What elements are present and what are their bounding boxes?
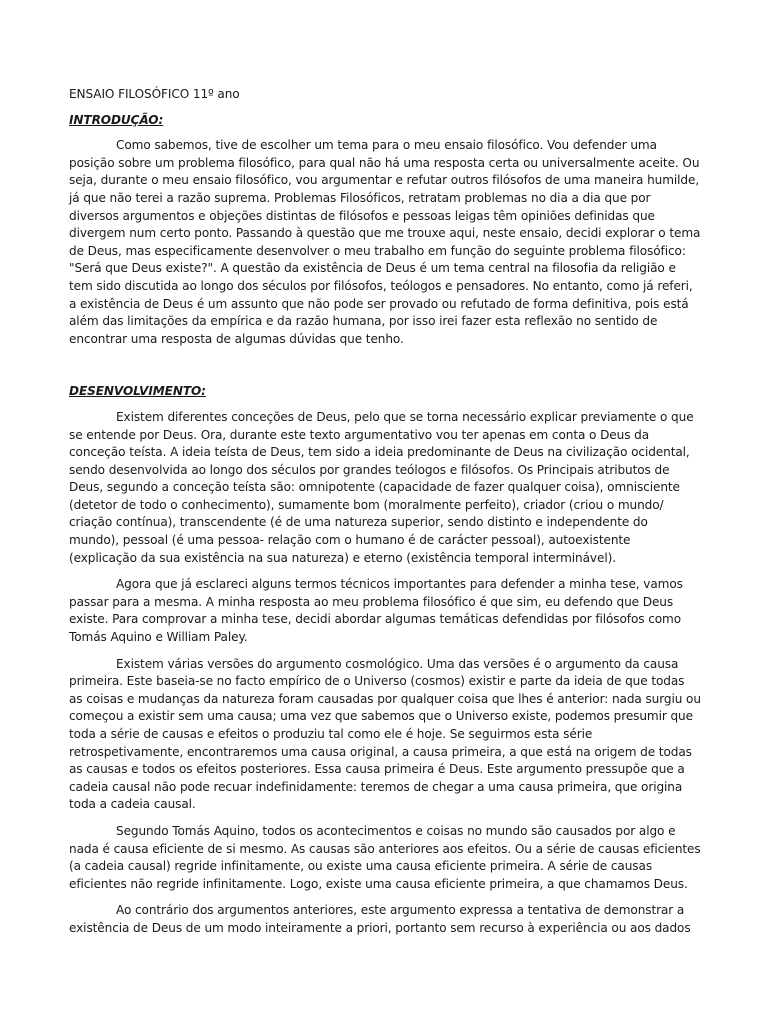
section-heading-introducao: INTRODUÇÃO: [69, 112, 164, 127]
paragraph: Segundo Tomás Aquino, todos os acontecimentos e coisas no mundo são causados por algo e nada é causa eficiente de si mesmo. As causas são anteriores aos efeitos. Ou a série de causas eficientes (a cadeia causal) regride infinitamente, ou existe uma causa eficiente primeira. A série de causas eficientes não regride infinitamente. Logo, existe uma causa eficiente primeira, a que chamamos Deus. [69, 823, 701, 891]
document-page [69, 86, 701, 947]
paragraph: Existem diferentes conceções de Deus, pelo que se torna necessário explicar previamente o que se entende por Deus. Ora, durante este texto argumentativo vou ter apenas em conta o Deus da conceção teísta. A ideia teísta de Deus, tem sido a ideia predominante de Deus na civilização ocidental, sendo desenvolvida ao longo dos séculos por grandes teólogos e filósofos. Os Principais atributos de Deus, segundo a conceção teísta são: omnipotente (capacidade de fazer qualquer coisa), omnisciente (detetor de todo o conhecimento), sumamente bom (moralmente perfeito), criador (criou o mundo/ criação contínua), transcendente (é de uma natureza superior, sendo distinto e independente do mundo), pessoal (é uma pessoa- relação com o humano é de carácter pessoal), autoexistente (explicação da sua existência na sua natureza) e eterno (existência temporal interminável). [69, 409, 694, 565]
paragraph: Agora que já esclareci alguns termos técnicos importantes para defender a minha tese, vamos passar para a mesma. A minha resposta ao meu problema filosófico é que sim, eu defendo que Deus existe. Para comprovar a minha tese, decidi abordar algumas temáticas defendidas por filósofos como Tomás Aquino e William Paley. [69, 577, 683, 645]
paragraph: Como sabemos, tive de escolher um tema para o meu ensaio filosófico. Vou defender uma posição sobre um problema filosófico, para qual não há uma resposta certa ou universalmente aceite. Ou seja, durante o meu ensaio filosófico, vou argumentar e refutar outros filósofos de uma maneira humilde, já que não terei a razão suprema. Problemas Filosóficos, retratam problemas no dia a dia que por diversos argumentos e objeções distintas de filósofos e pessoas leigas têm opiniões definidas que divergem num certo ponto. Passando à questão que me trouxe aqui, neste ensaio, decidi explorar o tema de Deus, mas especificamente desenvolver o meu trabalho em função do seguinte problema filosófico: "Será que Deus existe?". A questão da existência de Deus é um tema central na filosofia da religião e tem sido discutida ao longo dos séculos por filósofos, teólogos e pensadores. No entanto, como já referi, a existência de Deus é um assunto que não pode ser provado ou refutado de forma definitiva, pois está além das limitações da empírica e da razão humana, por isso irei fazer esta reflexão no sentido de encontrar uma resposta de algumas dúvidas que tenho. [69, 138, 701, 346]
section-heading-desenvolvimento: DESENVOLVIMENTO: [69, 384, 206, 399]
paragraph: Ao contrário dos argumentos anteriores, este argumento expressa a tentativa de demonstrar a existência de Deus de um modo inteiramente a priori, portanto sem recurso à experiência ou aos dados [69, 903, 691, 935]
document-title: ENSAIO FILOSÓFICO 11º ano [69, 87, 240, 101]
paragraph: Existem várias versões do argumento cosmológico. Uma das versões é o argumento da causa primeira. Este baseia-se no facto empírico de o Universo (cosmos) existir e parte da ideia de que todas as coisas e mudanças da natureza foram causadas por qualquer coisa que lhes é anterior: nada surgiu ou começou a existir sem uma causa; uma vez que sabemos que o Universo existe, podemos presumir que toda a série de causas e efeitos o produziu tal como ele é hoje. Se seguirmos esta série retrospetivamente, encontraremos uma causa original, a causa primeira, a que está na origem de todas as causas e todos os efeitos posteriores. Essa causa primeira é Deus. Este argumento pressupõe que a cadeia causal não pode recuar indefinidamente: teremos de chegar a uma causa primeira, que origina toda a cadeia causal. [69, 656, 701, 812]
section-spacer [69, 357, 701, 383]
